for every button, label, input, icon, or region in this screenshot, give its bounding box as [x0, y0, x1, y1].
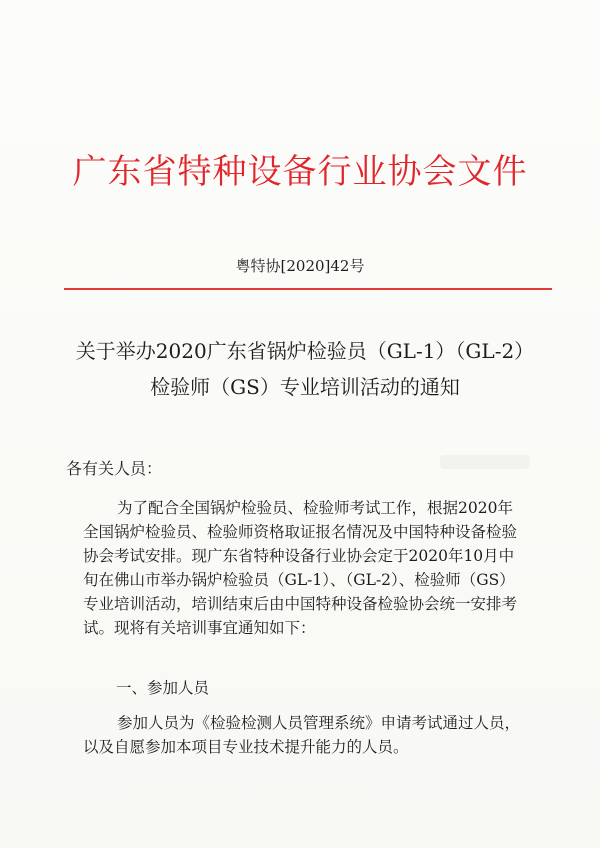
- paragraph-participants: [83, 711, 535, 759]
- notice-title: [70, 333, 540, 405]
- paragraph-line: 旬在佛山市举办锅炉检验员（GL-1）、（GL-2）、检验师（GS）: [83, 571, 515, 589]
- paragraph-line: 全国锅炉检验员、检验师资格取证报名情况及中国特种设备检验: [83, 523, 518, 541]
- scan-smudge: [440, 455, 530, 469]
- paragraph-line: 为了配合全国锅炉检验员、检验师考试工作，根据2020年: [117, 499, 513, 517]
- paragraph-line: 协会考试安排。现广东省特种设备行业协会定于2020年10月中: [83, 547, 515, 565]
- red-divider-line: [64, 288, 552, 290]
- paragraph-line: 试。现将有关培训事宜通知如下：: [83, 619, 316, 637]
- salutation: 各有关人员：: [66, 459, 163, 478]
- issuer-header-title: 广东省特种设备行业协会文件: [72, 152, 528, 192]
- paragraph-line: 以及自愿参加本项目专业技术提升能力的人员。: [83, 738, 409, 756]
- paragraph-line: 参加人员为《检验检测人员管理系统》申请考试通过人员，: [117, 714, 521, 732]
- section-heading-participants: 一、参加人员: [116, 679, 210, 697]
- paragraph-intro: [83, 496, 535, 640]
- notice-title-line-2: 检验师（GS）专业培训活动的通知: [150, 375, 460, 399]
- document-number: 粤特协[2020]42号: [235, 257, 365, 275]
- notice-title-line-1: 关于举办2020广东省锅炉检验员（GL-1）（GL-2）: [75, 339, 535, 363]
- paragraph-line: 专业培训活动，培训结束后由中国特种设备检验协会统一安排考: [83, 595, 518, 613]
